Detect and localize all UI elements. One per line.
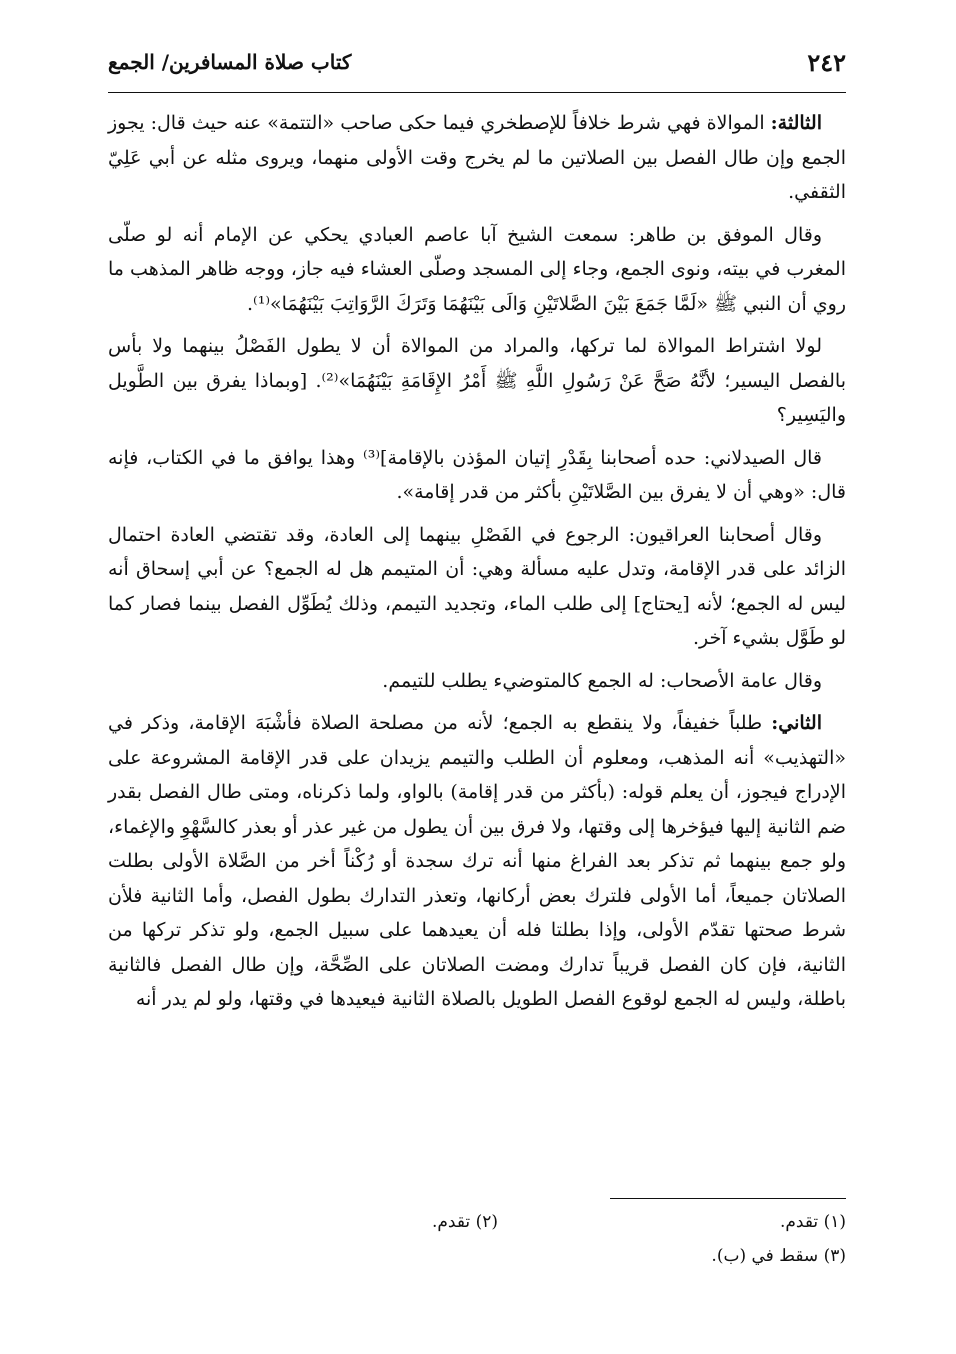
- page-header: [108, 42, 846, 92]
- footnote-line-2: [108, 1242, 846, 1276]
- page-number: ٢٤٢: [807, 48, 846, 77]
- paragraph-7-lead: الثاني:: [771, 712, 822, 734]
- paragraph-3: لولا اشتراط الموالاة لما تركها، والمراد من الموالاة أن لا يطول الفَصْلُ بينهما ولا بأس بالفصل اليسير؛ لأنَّهُ صَحَّ عَنْ رَسُولِ اللَّهِ ﷺ أَمْرُ الإِقَامَةِ بَيْنَهُمَا»⁽²⁾. [وبماذا يفرق بين الطَّويل واليَسِير؟: [108, 335, 846, 426]
- paragraph-1-lead: الثالثة:: [770, 112, 822, 134]
- running-title: كتاب صلاة المسافرين/ الجمع: [108, 50, 352, 74]
- paragraph-7-text: طلباً خفيفاً، ولا ينقطع به الجمع؛ لأنه من مصلحة الصلاة فأشْبَهَ الإقامة، وذكر في «التهذيب» أنه المذهب، ومعلوم أن الطلب والتيمم يزيدان على قدر الإقامة المشروعة على الإدراج فيجوز، أن يعلم قوله: (بأكثر من قدر إقامة) بالواو، ولما ذكرناه، ومتى طال الفصل بقدر ضم الثانية إليها فيؤخرها إلى وقتها، ولا فرق بين أن يطول من غير عذر أو بعذر كالسَّهْوِ والإغماء، ولو جمع بينهما ثم تذكر بعد الفراغ منها أنه ترك سجدة أو رُكْناً أخر من الصَّلاة الأولى بطلت الصلاتان جميعاً، أما الأولى فلترك بعض أركانها، وتعذر التدارك بطول الفصل، وأما الثانية فلأن شرط صحتها تقدّم الأولى، وإذا بطلتا فله أن يعيدهما على سبيل الجمع، ولو تذكر تركها من الثانية، فإن كان الفصل قريباً تدارك ومضت الصلاتان على الصِّحَّة، وإن طال الفصل فالثانية باطلة، وليس له الجمع لوقوع الفصل الطويل بالصلاة الثانية فيعيدها في وقتها، ولو لم يدر أنه: [108, 712, 846, 1010]
- footnote-rule: [610, 1198, 846, 1199]
- paragraph-5: وقال أصحابنا العراقيون: الرجوع في الفَصْلِ بينهما إلى العادة، وقد تقتضي العادة احتمال الزائد على قدر الإقامة، وتدل عليه مسألة وهي: أن المتيمم هل له الجمع؟ عن أبي إسحاق أنه ليس له الجمع؛ لأنه [يحتاج] إلى طلب الماء، وتجديد التيمم، وذلك يُطَوِّل الفصل بينما فصار كما لو طَوَّل بشيء آخر.: [108, 523, 846, 649]
- paragraph-6: وقال عامة الأصحاب: له الجمع كالمتوضيء يطلب للتيمم.: [382, 669, 822, 692]
- main-text: [108, 106, 846, 1025]
- footnote-2: (٢) تقدم.: [431, 1212, 498, 1232]
- footnote-3: (٣) سقط في (ب).: [711, 1246, 846, 1266]
- paragraph-7: [108, 706, 846, 1017]
- paragraph-1: [108, 106, 846, 210]
- footnotes: [108, 1208, 846, 1276]
- paragraph-4: قال الصيدلاني: حده أصحابنا بِقَدْرِ إتيان المؤذن بالإقامة]⁽³⁾ وهذا يوافق ما في الكتاب، فإنه قال: «وهي أن لا يفرق بين الصَّلاتَيْنِ بأكثر من قدر إقامة».: [108, 446, 846, 503]
- paragraph-1-text: الموالاة فهي شرط خلافاً للإصطخري فيما حكى صاحب «التتمة» عنه حيث قال: يجوز الجمع وإن طال الفصل بين الصلاتين ما لم يخرج وقت الأولى منهما، ويروى مثله عن أبي عَلِيّ الثقفي.: [108, 112, 846, 203]
- footnote-line-1: [108, 1208, 846, 1242]
- header-rule: [108, 92, 846, 93]
- footnote-1: (١) تقدم.: [779, 1212, 846, 1232]
- paragraph-2: وقال الموفق بن طاهر: سمعت الشيخ آبا عاصم العبادي يحكي عن الإمام أنه لو صلّى المغرب في بيته، ونوى الجمع، وجاء إلى المسجد وصلّى العشاء فيه جاز، ووجه ظاهر المذهب ما روي أن النبي ﷺ «لَمَّا جَمَعَ بَيْنَ الصَّلاتَيْنِ وَالَى بَيْنَهُمَا وَتَرَكَ الرَّوَاتِبَ بَيْنَهُمَا»⁽¹⁾.: [108, 223, 846, 315]
